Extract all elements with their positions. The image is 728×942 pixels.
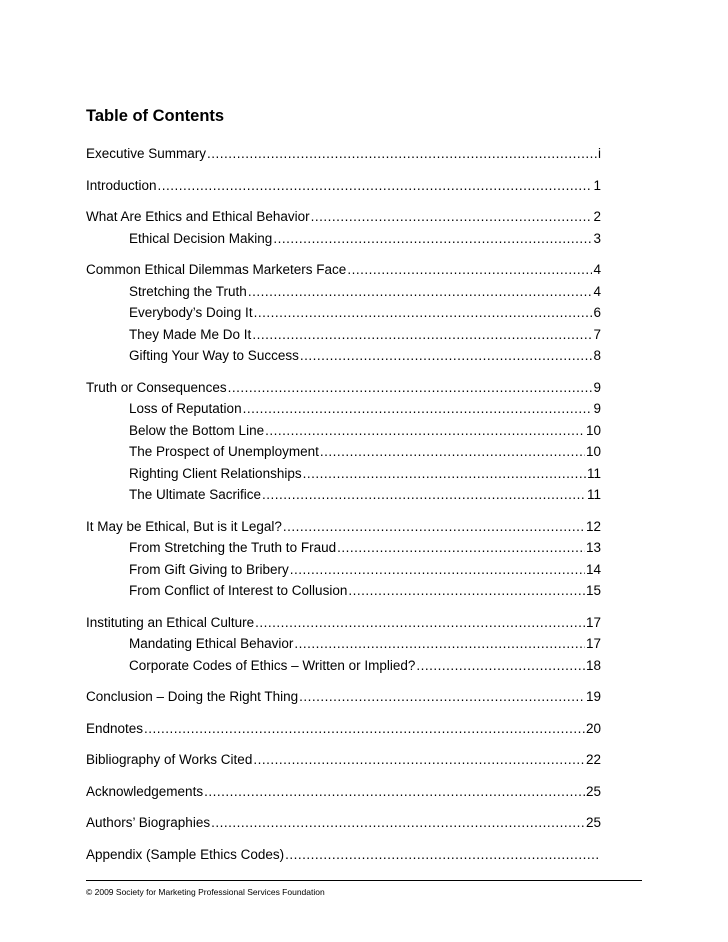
toc-subentry bbox=[86, 304, 601, 326]
dot-leader bbox=[144, 720, 585, 738]
dot-leader bbox=[262, 486, 586, 504]
toc-entry-label: Righting Client Relationships bbox=[129, 465, 302, 481]
toc-subentry bbox=[86, 657, 601, 679]
toc-subentry bbox=[86, 443, 601, 465]
toc-page-number: 14 bbox=[585, 561, 601, 577]
toc-entry bbox=[86, 261, 601, 283]
toc-entry-label: Ethical Decision Making bbox=[129, 230, 273, 246]
toc-page-number: 25 bbox=[585, 815, 601, 830]
dot-leader bbox=[228, 379, 593, 397]
dot-leader bbox=[158, 177, 593, 195]
toc-page-number: 4 bbox=[593, 283, 601, 299]
toc-entry-label: Truth or Consequences bbox=[86, 379, 227, 395]
toc-entry-label: They Made Me Do It bbox=[129, 326, 252, 342]
toc-entry bbox=[86, 518, 601, 540]
dot-leader bbox=[254, 304, 593, 322]
toc-entry bbox=[86, 145, 601, 167]
toc-page-number: 15 bbox=[585, 583, 601, 598]
footer-divider bbox=[86, 880, 642, 881]
toc-list bbox=[86, 145, 601, 867]
toc-entry-label: From Conflict of Interest to Collusion bbox=[129, 583, 348, 598]
toc-page-number: 9 bbox=[593, 401, 601, 416]
toc-page-number: 4 bbox=[593, 262, 601, 277]
dot-leader bbox=[299, 688, 585, 706]
dot-leader bbox=[290, 561, 585, 579]
toc-page-number: 11 bbox=[586, 487, 601, 502]
toc-entry bbox=[86, 720, 601, 742]
toc-entry-label: Appendix (Sample Ethics Codes) bbox=[86, 846, 285, 862]
toc-entry-label: Authors’ Biographies bbox=[86, 815, 211, 830]
dot-leader bbox=[311, 208, 593, 226]
footer-copyright: © 2009 Society for Marketing Professional Services Foundation bbox=[86, 887, 325, 897]
toc-subentry bbox=[86, 561, 601, 583]
toc-entry-label: The Prospect of Unemployment bbox=[129, 444, 319, 459]
toc-page-number: 25 bbox=[585, 783, 601, 799]
dot-leader bbox=[253, 751, 585, 769]
toc-entry-label: The Ultimate Sacrifice bbox=[129, 487, 262, 502]
toc-entry-label: From Stretching the Truth to Fraud bbox=[129, 540, 337, 555]
toc-subentry bbox=[86, 347, 601, 369]
toc-page-number: 8 bbox=[593, 348, 601, 363]
toc-subentry bbox=[86, 539, 601, 561]
toc-page-number: i bbox=[598, 146, 601, 161]
dot-leader bbox=[243, 400, 593, 418]
toc-page-number: 1 bbox=[593, 177, 601, 193]
dot-leader bbox=[303, 465, 586, 483]
toc-entry-label: Loss of Reputation bbox=[129, 401, 242, 416]
toc-entry bbox=[86, 177, 601, 199]
toc-page-number: 12 bbox=[585, 518, 601, 534]
toc-entry bbox=[86, 751, 601, 773]
toc-page-number: 18 bbox=[585, 657, 601, 673]
dot-leader bbox=[207, 145, 597, 163]
dot-leader bbox=[320, 443, 585, 461]
toc-entry-label: Executive Summary bbox=[86, 146, 207, 161]
toc-entry-label: Introduction bbox=[86, 177, 157, 193]
dot-leader bbox=[300, 347, 593, 365]
toc-entry bbox=[86, 688, 601, 710]
toc-subentry bbox=[86, 400, 601, 422]
toc-entry-label: It May be Ethical, But is it Legal? bbox=[86, 518, 282, 534]
dot-leader bbox=[252, 326, 592, 344]
toc-entry bbox=[86, 379, 601, 401]
toc-entry-label: Mandating Ethical Behavior bbox=[129, 636, 294, 651]
toc-page-number: 6 bbox=[593, 305, 601, 320]
toc-entry-label: Instituting an Ethical Culture bbox=[86, 614, 255, 630]
dot-leader bbox=[255, 614, 585, 632]
toc-entry bbox=[86, 814, 601, 836]
toc-page-number: 2 bbox=[593, 209, 601, 224]
toc-subentry bbox=[86, 326, 601, 348]
toc-entry bbox=[86, 208, 601, 230]
toc-subentry bbox=[86, 230, 601, 252]
toc-entry-label: Bibliography of Works Cited bbox=[86, 752, 253, 767]
dot-leader bbox=[265, 422, 585, 440]
toc-subentry bbox=[86, 635, 601, 657]
dot-leader bbox=[347, 261, 592, 279]
toc-page-number: 9 bbox=[593, 379, 601, 395]
dot-leader bbox=[416, 657, 585, 675]
dot-leader bbox=[294, 635, 585, 653]
toc-page-number: 13 bbox=[585, 540, 601, 555]
toc-entry-label: Corporate Codes of Ethics – Written or Implied? bbox=[129, 657, 416, 673]
toc-page-number: 10 bbox=[585, 444, 601, 459]
toc-entry-label: Gifting Your Way to Success bbox=[129, 348, 299, 363]
toc-entry-label: Common Ethical Dilemmas Marketers Face bbox=[86, 262, 347, 277]
dot-leader bbox=[248, 283, 593, 301]
dot-leader bbox=[285, 846, 600, 864]
dot-leader bbox=[283, 518, 585, 536]
toc-subentry bbox=[86, 422, 601, 444]
toc-entry-label: What Are Ethics and Ethical Behavior bbox=[86, 209, 310, 224]
toc-subentry bbox=[86, 283, 601, 305]
dot-leader bbox=[273, 230, 592, 248]
toc-subentry bbox=[86, 582, 601, 604]
toc-entry-label: From Gift Giving to Bribery bbox=[129, 561, 289, 577]
toc-entry-label: Acknowledgements bbox=[86, 783, 204, 799]
dot-leader bbox=[348, 582, 585, 600]
toc-entry-label: Below the Bottom Line bbox=[129, 422, 265, 438]
toc-subentry bbox=[86, 465, 601, 487]
toc-entry bbox=[86, 614, 601, 636]
toc-entry-label: Stretching the Truth bbox=[129, 283, 247, 299]
dot-leader bbox=[204, 783, 585, 801]
toc-entry bbox=[86, 783, 601, 805]
page-title: Table of Contents bbox=[86, 107, 225, 125]
toc-page-number: 22 bbox=[585, 752, 601, 767]
toc-entry-label: Conclusion – Doing the Right Thing bbox=[86, 689, 299, 704]
toc-entry-label: Endnotes bbox=[86, 720, 144, 736]
dot-leader bbox=[211, 814, 585, 832]
toc-page-number: 17 bbox=[585, 614, 601, 630]
dot-leader bbox=[337, 539, 585, 557]
toc-subentry bbox=[86, 486, 601, 508]
toc-entry bbox=[86, 846, 601, 868]
toc-page-number: 7 bbox=[593, 326, 601, 342]
toc-page-number: 17 bbox=[585, 636, 601, 651]
toc-page-number: 11 bbox=[586, 465, 601, 481]
toc-page-number: 20 bbox=[585, 720, 601, 736]
toc-page-number: 10 bbox=[585, 422, 601, 438]
toc-entry-label: Everybody’s Doing It bbox=[129, 305, 253, 320]
toc-page-number: 19 bbox=[585, 689, 601, 704]
toc-page-number: 3 bbox=[593, 230, 601, 246]
